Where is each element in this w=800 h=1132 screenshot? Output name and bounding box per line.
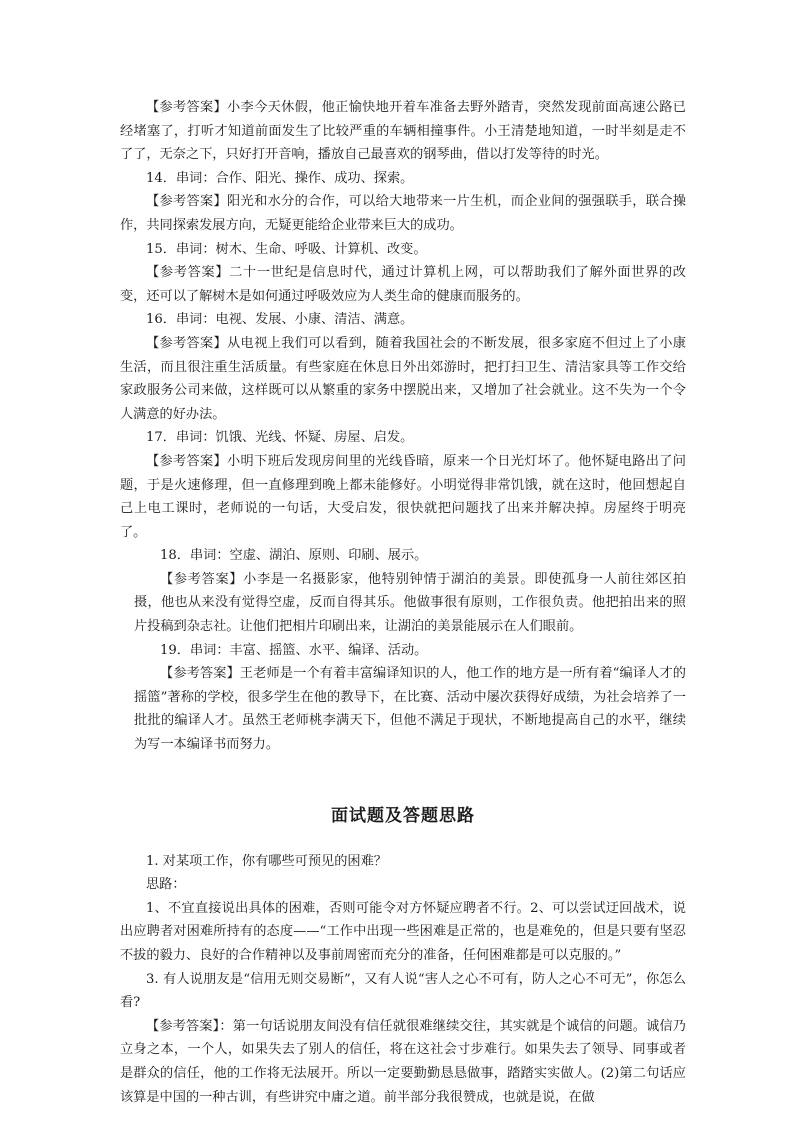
paragraph: 18．串词：空虚、湖泊、原则、印刷、展示。	[160, 548, 428, 564]
paragraph: 思路：	[146, 877, 186, 893]
paragraph: 1、不宜直接说出具体的困难，否则可能令对方怀疑应聘者不行。2、可以尝试迂回战术，说出应聘者对困难所持有的态度——“工作中出现一些困难是正常的，也是难免的，但是只要有坚忍不拔的毅力、良好的合作精神以及事前周密而充分的准备，任何困难都是可以克服的。”	[120, 900, 686, 963]
paragraph: 16．串词：电视、发展、小康、清洁、满意。	[146, 312, 414, 328]
paragraph: 15．串词：树木、生命、呼吸、计算机、改变。	[146, 241, 427, 257]
interview-section	[120, 850, 686, 1110]
answers-section	[120, 96, 686, 757]
paragraph: 【参考答案】小明下班后发现房间里的光线昏暗，原来一个日光灯坏了。他怀疑电路出了问题，于是火速修理，但一直修理到晚上都未能修好。小明觉得非常饥饿，就在这时，他回想起自己上电工课时，老师说的一句话，大受启发，很快就把问题找了出来并解决掉。房屋终于明亮了。	[120, 453, 686, 540]
paragraph: 14．串词：合作、阳光、操作、成功、探索。	[146, 170, 414, 186]
paragraph: 17．串词：饥饿、光线、怀疑、房屋、启发。	[146, 430, 414, 446]
paragraph: 【参考答案】小李今天休假，他正愉快地开着车准备去野外踏青，突然发现前面高速公路已经堵塞了，打听才知道前面发生了比较严重的车辆相撞事件。小王清楚地知道，一时半刻是走不了了，无奈之下，只好打开音响，播放自己最喜欢的钢琴曲，借以打发等待的时光。	[120, 100, 686, 163]
paragraph: 3. 有人说朋友是“信用无则交易断”，又有人说“害人之心不可有，防人之心不可无”，你怎么看?	[120, 971, 686, 1011]
paragraph: 【参考答案】：第一句话说朋友间没有信任就很难继续交往，其实就是个诚信的问题。诚信乃立身之本，一个人，如果失去了别人的信任，将在这社会寸步难行。如果失去了领导、同事或者是群众的信任，他的工作将无法展开。所以一定要勤勤恳恳做事，踏踏实实做人。(2)第二句话应该算是中国的一种古训，有些讲究中庸之道。前半部分我很赞成，也就是说，在做	[120, 1018, 686, 1105]
paragraph: 【参考答案】阳光和水分的合作，可以给大地带来一片生机，而企业间的强强联手，联合操作，共同探索发展方向，无疑更能给企业带来巨大的成功。	[120, 194, 686, 233]
document-page	[120, 96, 686, 1109]
paragraph: 【参考答案】王老师是一个有着丰富编译知识的人，他工作的地方是一所有着“编译人才的摇篮”著称的学校，很多学生在他的教导下，在比赛、活动中屡次获得好成绩，为社会培养了一批批的编译人才。虽然王老师桃李满天下，但他不满足于现状，不断地提高自己的水平，继续为写一本编译书而努力。	[134, 666, 686, 753]
paragraph: 19．串词：丰富、摇篮、水平、编译、活动。	[160, 642, 428, 658]
section-title: 面试题及答题思路	[331, 805, 475, 826]
paragraph: 【参考答案】二十一世纪是信息时代，通过计算机上网，可以帮助我们了解外面世界的改变，还可以了解树木是如何通过呼吸效应为人类生命的健康而服务的。	[120, 265, 686, 304]
paragraph: 【参考答案】小李是一名摄影家，他特别钟情于湖泊的美景。即使孤身一人前往郊区拍摄，他也从来没有觉得空虚，反而自得其乐。他做事很有原则，工作很负责。他把拍出来的照片投稿到杂志社。让他们把相片印刷出来，让湖泊的美景能展示在人们眼前。	[134, 571, 686, 635]
paragraph: 1. 对某项工作，你有哪些可预见的困难？	[146, 853, 387, 869]
paragraph: 【参考答案】从电视上我们可以看到，随着我国社会的不断发展，很多家庭不但过上了小康生活，而且很注重生活质量。有些家庭在休息日外出郊游时，把打扫卫生、清洁家具等工作交给家政服务公司来做，这样既可以从繁重的家务中摆脱出来，又增加了社会就业。这不失为一个令人满意的好办法。	[120, 335, 686, 422]
